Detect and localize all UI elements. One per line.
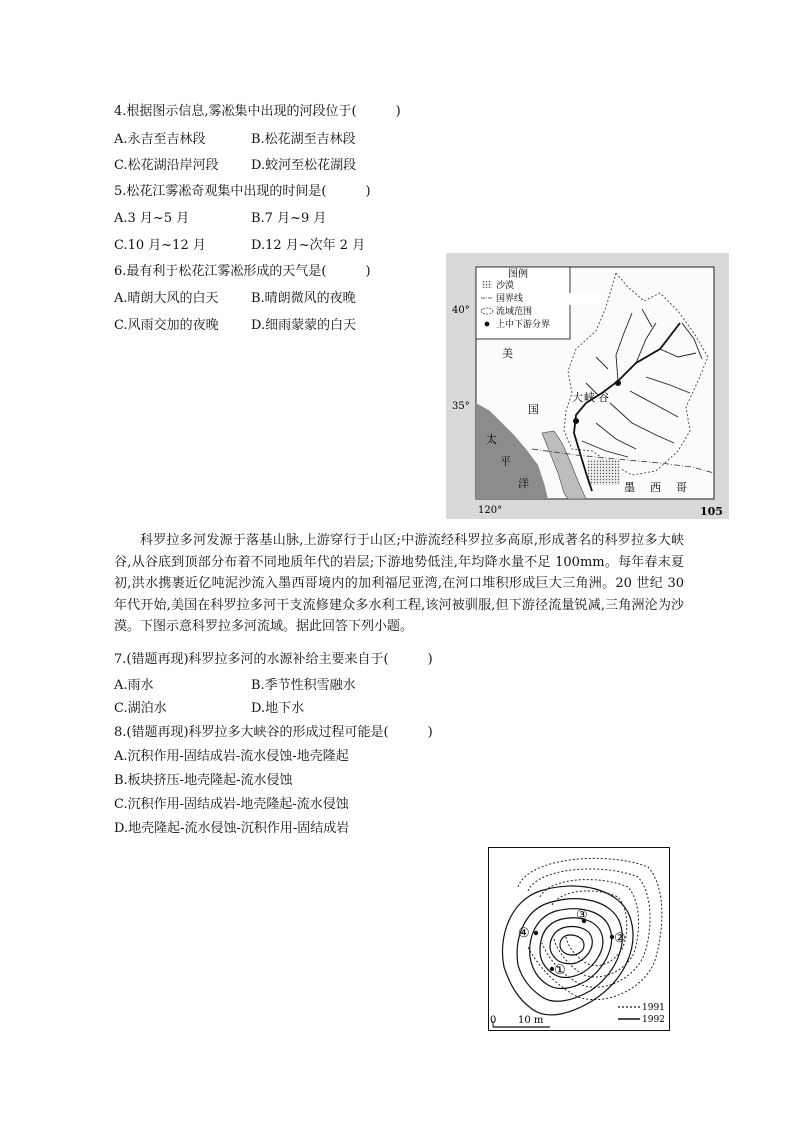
- label-ocean-3: 洋: [518, 477, 529, 490]
- legend-basin: 流域范围: [496, 307, 533, 317]
- q7-option-d: D.地下水: [251, 701, 305, 716]
- q8-option-d: D.地壳隆起-流水侵蚀-沉积作用-固结成岩: [114, 821, 350, 836]
- q7-option-a: A.雨水: [114, 678, 154, 693]
- q4-option-a: A.永吉至吉林段: [114, 132, 206, 147]
- scale-label: 10 m: [518, 1015, 544, 1026]
- marker-label-3: ③: [576, 908, 588, 923]
- q5-option-c: C.10 月~12 月: [114, 238, 206, 253]
- colorado-basin-map: [446, 253, 729, 519]
- q6-option-c: C.风雨交加的夜晚: [114, 318, 219, 333]
- q6-stem: 6.最有利于松花江雾凇形成的天气是( ): [114, 264, 371, 279]
- q5-stem: 5.松花江雾凇奇观集中出现的时间是( ): [114, 184, 371, 199]
- redacted-patch: [552, 293, 604, 305]
- lat-35-label: 35°: [452, 401, 470, 412]
- q5-option-a: A.3 月~5 月: [114, 211, 190, 226]
- q8-stem: 8.(错题再现)科罗拉多大峡谷的形成过程可能是( ): [114, 725, 433, 740]
- label-ocean-1: 太: [486, 433, 497, 446]
- legend-title: 图例: [508, 269, 528, 280]
- legend-border: 国界线: [496, 294, 524, 304]
- q5-option-d: D.12 月~次年 2 月: [251, 238, 366, 253]
- label-mexico-1: 墨: [624, 481, 635, 494]
- contour-map: [488, 847, 670, 1031]
- q4-option-d: D.蛟河至松花湖段: [251, 158, 357, 173]
- lon-120-label: 120°: [478, 505, 503, 516]
- q7-stem: 7.(错题再现)科罗拉多河的水源补给主要来自于( ): [114, 652, 433, 667]
- q4-option-c: C.松花湖沿岸河段: [114, 158, 219, 173]
- q4-stem: 4.根据图示信息,雾凇集中出现的河段位于( ): [114, 104, 401, 119]
- q7-option-c: C.湖泊水: [114, 701, 167, 716]
- legend-1992: 1992: [642, 1015, 665, 1025]
- q5-option-b: B.7 月~9 月: [251, 211, 327, 226]
- q7-option-b: B.季节性积雪融水: [251, 678, 356, 693]
- legend-section: 上中下游分界: [496, 320, 551, 330]
- legend-desert-swatch: [482, 281, 492, 288]
- q6-option-a: A.晴朗大风的白天: [114, 291, 219, 306]
- label-mexico-2: 西: [650, 481, 661, 494]
- passage-paragraph: 科罗拉多河发源于落基山脉,上游穿行于山区;中游流经科罗拉多高原,形成著名的科罗拉多大峡谷,从谷底到顶部分布着不同地质年代的岩层;下游地势低洼,年均降水量不足 100mm。每年春末夏初,洪水携裹近亿吨泥沙流入墨西哥境内的加利福尼亚湾,在河口堆积形成巨大三角洲。20 世纪 30 年代开始,美国在科罗拉多河干支流修建众多水利工程,该河被驯服,但下游径流量锐减,三角洲沦为沙漠。下图示意科罗拉多河流域。据此回答下列小题。: [114, 533, 684, 634]
- marker-label-2: ②: [614, 931, 626, 946]
- q8-option-c: C.沉积作用-固结成岩-地壳隆起-流水侵蚀: [114, 797, 349, 812]
- lat-40-label: 40°: [452, 305, 470, 316]
- label-canyon-3: 谷: [598, 391, 609, 404]
- q4-option-b: B.松花湖至吉林段: [251, 132, 356, 147]
- desert-area: [588, 459, 620, 485]
- marker-point-4: [534, 931, 538, 935]
- label-ocean-2: 平: [500, 455, 511, 468]
- lon-105-label: 105: [700, 505, 723, 518]
- label-canyon-2: 峡: [584, 391, 595, 404]
- q6-option-b: B.晴朗微风的夜晚: [251, 291, 356, 306]
- section-point-upper: [615, 380, 621, 386]
- label-usa-2: 国: [528, 403, 539, 416]
- label-mexico-3: 哥: [676, 481, 687, 494]
- q8-option-b: B.板块挤压-地壳隆起-流水侵蚀: [114, 773, 293, 788]
- section-point-lower: [573, 418, 579, 424]
- label-usa-1: 美: [502, 347, 513, 360]
- marker-label-4: ④: [518, 926, 530, 941]
- legend-section-dot: [485, 322, 490, 327]
- legend-1991: 1991: [642, 1003, 665, 1013]
- label-canyon-1: 大: [572, 391, 583, 404]
- scale-zero: 0: [490, 1015, 497, 1026]
- marker-label-1: ①: [554, 963, 566, 978]
- q6-option-d: D.细雨蒙蒙的白天: [251, 318, 357, 333]
- legend-desert: 沙漠: [496, 281, 515, 291]
- q8-option-a: A.沉积作用-固结成岩-流水侵蚀-地壳隆起: [114, 749, 349, 764]
